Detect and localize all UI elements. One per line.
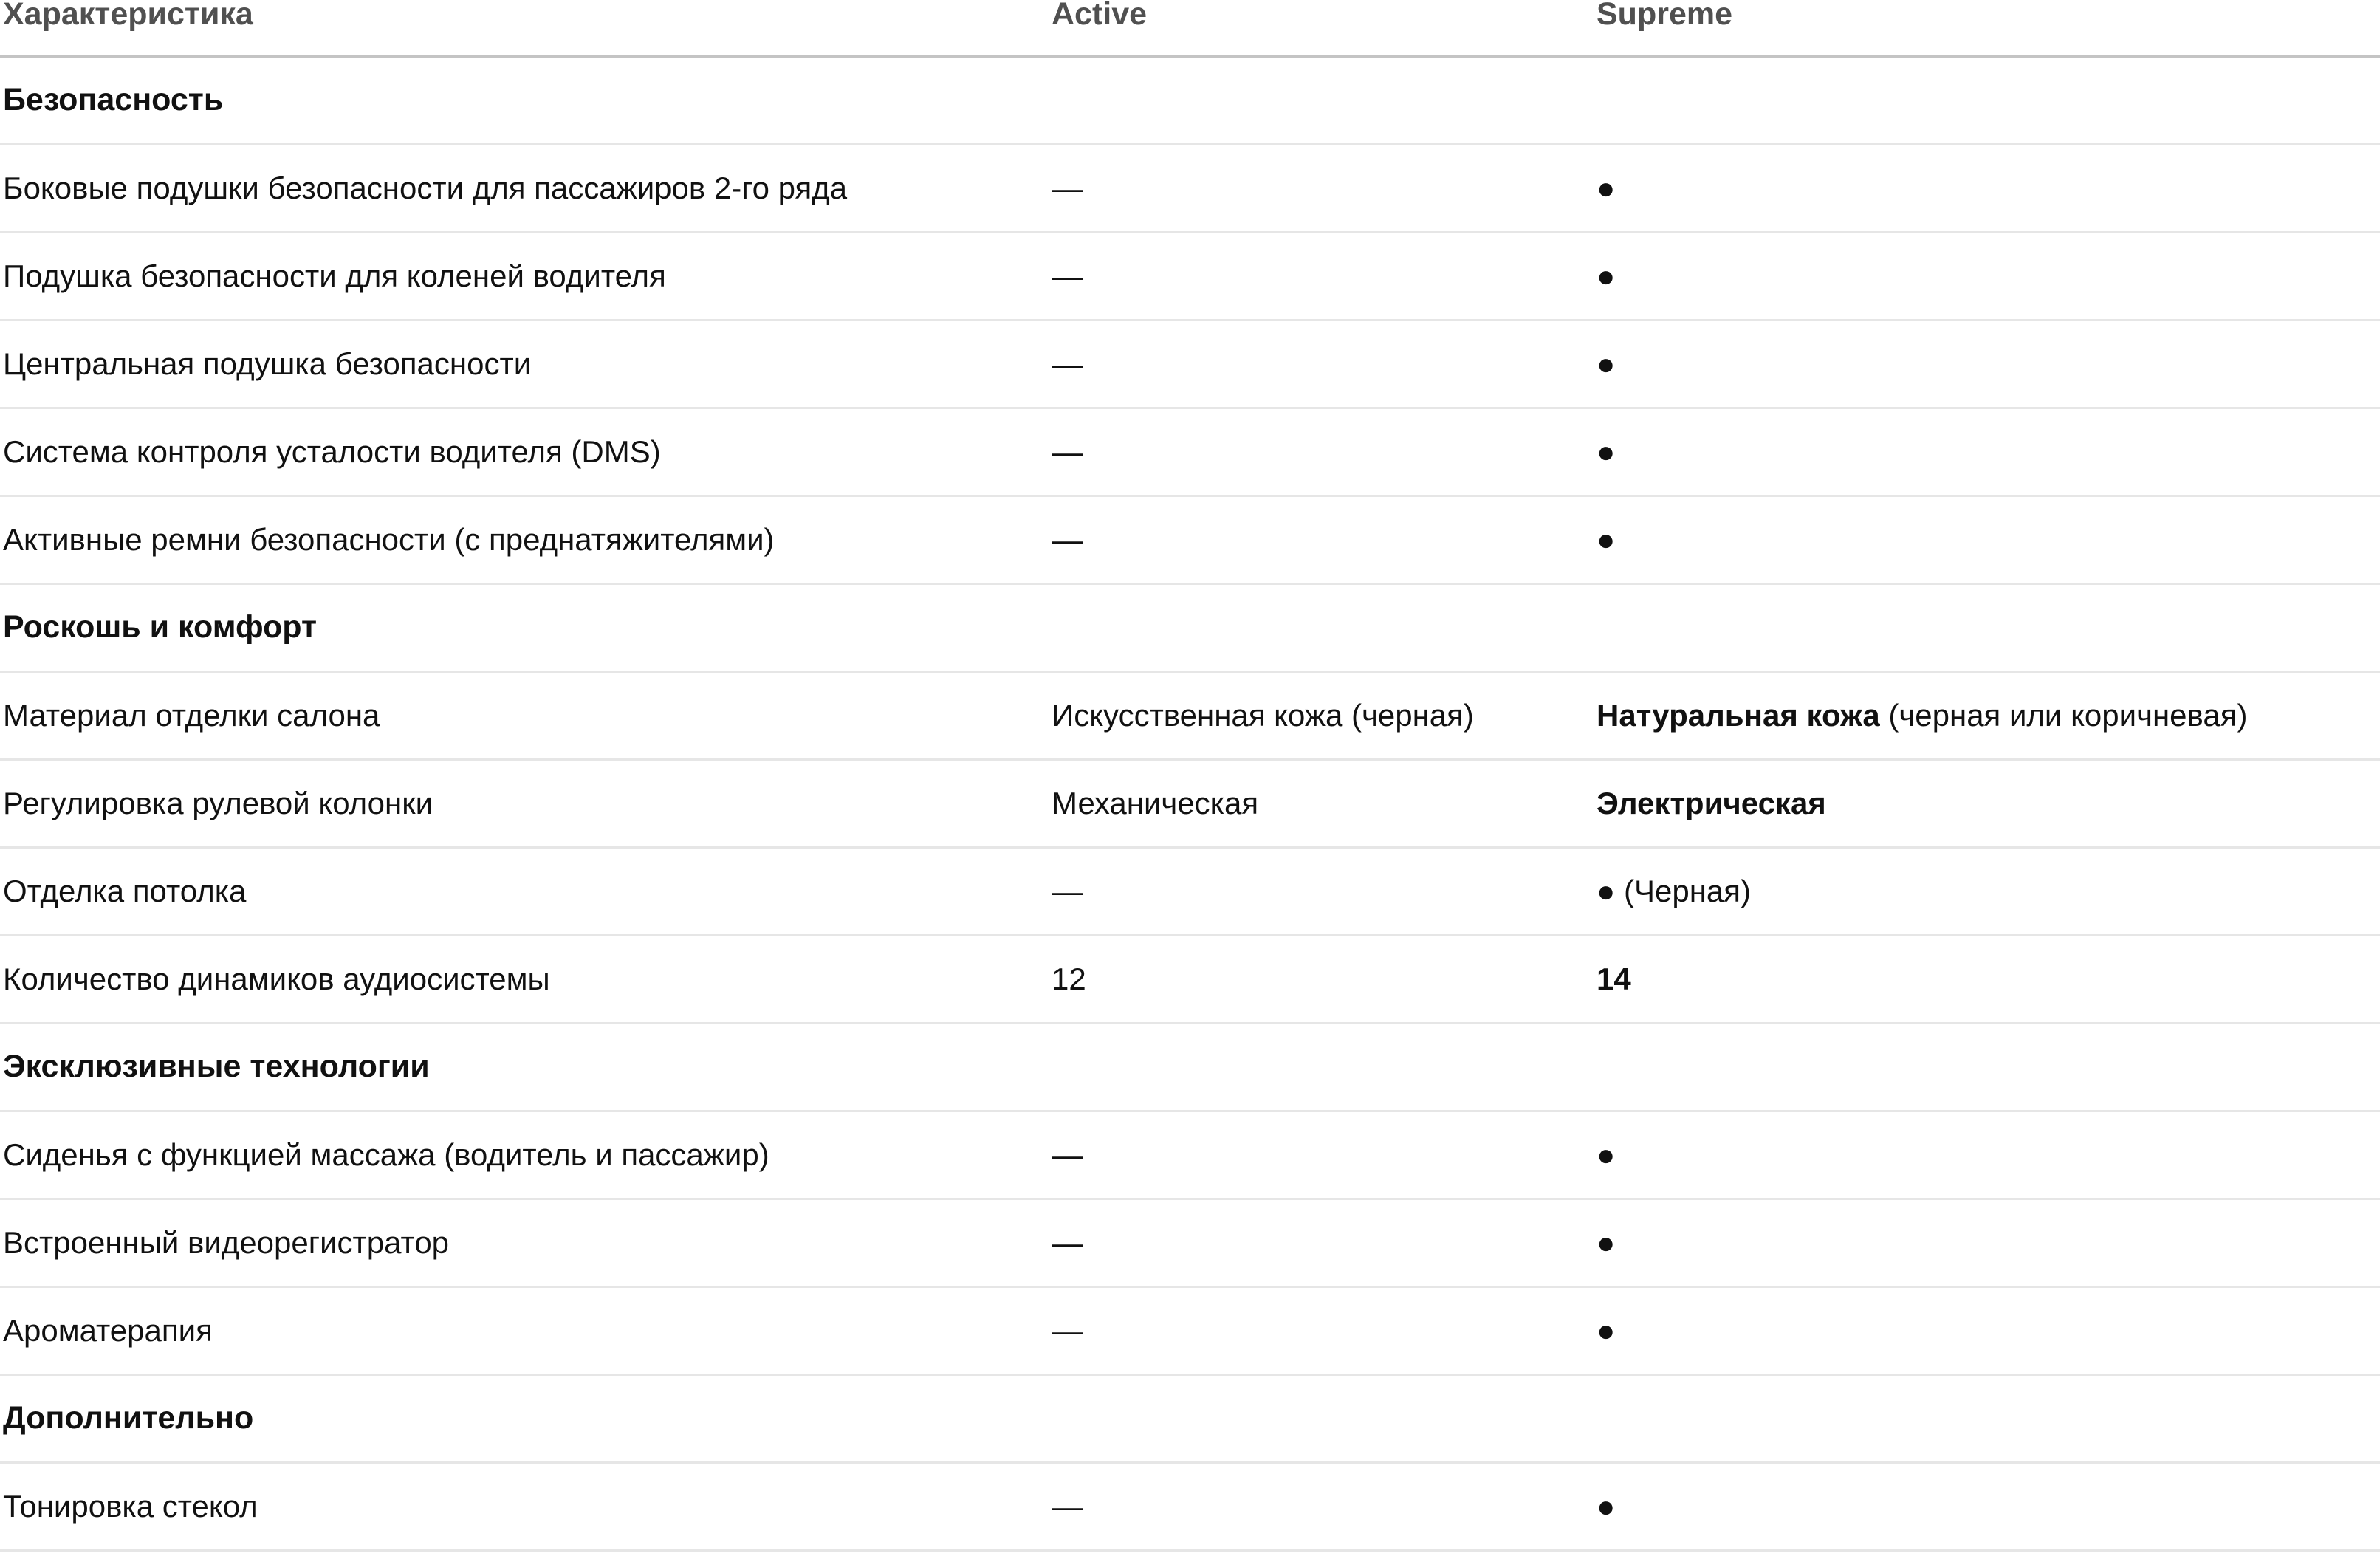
table-row — [0, 232, 2380, 320]
table-row — [0, 1462, 2380, 1550]
feature-cell: Отделка потолка — [0, 847, 1049, 935]
feature-cell: Материал отделки салона — [0, 671, 1049, 759]
active-cell: — — [1049, 1199, 1594, 1286]
active-cell: — — [1049, 320, 1594, 408]
supreme-value: ● — [1597, 1488, 1616, 1524]
active-cell: — — [1049, 232, 1594, 320]
supreme-cell — [1594, 1199, 2380, 1286]
supreme-value: ● — [1597, 1312, 1616, 1348]
feature-cell: Тонировка стекол — [0, 1462, 1049, 1550]
section-row — [0, 1023, 2380, 1111]
supreme-cell — [1594, 1462, 2380, 1550]
header-row — [0, 0, 2380, 56]
supreme-cell — [1594, 759, 2380, 847]
table-header — [0, 0, 2380, 56]
supreme-value: ● — [1597, 1224, 1616, 1260]
section-title: Эксклюзивные технологии — [0, 1023, 2380, 1111]
supreme-highlight: 14 — [1597, 961, 1631, 996]
feature-cell: Центральная подушка безопасности — [0, 320, 1049, 408]
supreme-value: ● — [1597, 433, 1616, 469]
section-row — [0, 583, 2380, 671]
feature-cell: Ароматерапия — [0, 1286, 1049, 1374]
supreme-cell — [1594, 496, 2380, 583]
feature-cell: Регулировка рулевой колонки — [0, 759, 1049, 847]
section-row — [0, 56, 2380, 144]
table-row — [0, 320, 2380, 408]
supreme-cell — [1594, 671, 2380, 759]
section-title: Дополнительно — [0, 1374, 2380, 1462]
active-cell: — — [1049, 1111, 1594, 1199]
supreme-cell — [1594, 408, 2380, 496]
feature-cell: Боковые подушки безопасности для пассажиров 2-го ряда — [0, 144, 1049, 232]
table-row — [0, 1199, 2380, 1286]
feature-cell: Активные ремни безопасности (с преднатяжителями) — [0, 496, 1049, 583]
supreme-value: ● — [1597, 521, 1616, 557]
table-row — [0, 847, 2380, 935]
column-header-active: Active — [1049, 0, 1594, 56]
active-cell: — — [1049, 408, 1594, 496]
supreme-value: ● — [1597, 170, 1616, 205]
supreme-value: (черная или коричневая) — [1879, 697, 2248, 733]
column-header-feature: Характеристика — [0, 0, 1049, 56]
column-header-supreme: Supreme — [1594, 0, 2380, 56]
table-body — [0, 56, 2380, 1550]
supreme-cell — [1594, 1286, 2380, 1374]
feature-cell: Встроенный видеорегистратор — [0, 1199, 1049, 1286]
supreme-highlight: Электрическая — [1597, 785, 1826, 820]
active-cell: — — [1049, 1462, 1594, 1550]
table-row — [0, 1111, 2380, 1199]
active-cell: — — [1049, 847, 1594, 935]
active-cell: Механическая — [1049, 759, 1594, 847]
section-title: Безопасность — [0, 56, 2380, 144]
table-row — [0, 935, 2380, 1023]
active-cell: — — [1049, 496, 1594, 583]
active-cell: — — [1049, 1286, 1594, 1374]
feature-cell: Сиденья с функцией массажа (водитель и пассажир) — [0, 1111, 1049, 1199]
supreme-cell — [1594, 232, 2380, 320]
feature-cell: Система контроля усталости водителя (DMS) — [0, 408, 1049, 496]
supreme-cell — [1594, 144, 2380, 232]
active-cell: 12 — [1049, 935, 1594, 1023]
table-row — [0, 144, 2380, 232]
table-row — [0, 408, 2380, 496]
table-row — [0, 759, 2380, 847]
supreme-cell — [1594, 1111, 2380, 1199]
feature-cell: Количество динамиков аудиосистемы — [0, 935, 1049, 1023]
active-cell: Искусственная кожа (черная) — [1049, 671, 1594, 759]
supreme-cell — [1594, 935, 2380, 1023]
supreme-value: ● — [1597, 346, 1616, 381]
supreme-value: ● (Черная) — [1597, 873, 1752, 908]
table-row — [0, 671, 2380, 759]
table-row — [0, 496, 2380, 583]
table-row — [0, 1286, 2380, 1374]
section-row — [0, 1374, 2380, 1462]
supreme-cell — [1594, 320, 2380, 408]
supreme-value: ● — [1597, 258, 1616, 293]
supreme-highlight: Натуральная кожа — [1597, 697, 1880, 733]
section-title: Роскошь и комфорт — [0, 583, 2380, 671]
feature-cell: Подушка безопасности для коленей водителя — [0, 232, 1049, 320]
active-cell: — — [1049, 144, 1594, 232]
supreme-cell — [1594, 847, 2380, 935]
supreme-value: ● — [1597, 1137, 1616, 1172]
